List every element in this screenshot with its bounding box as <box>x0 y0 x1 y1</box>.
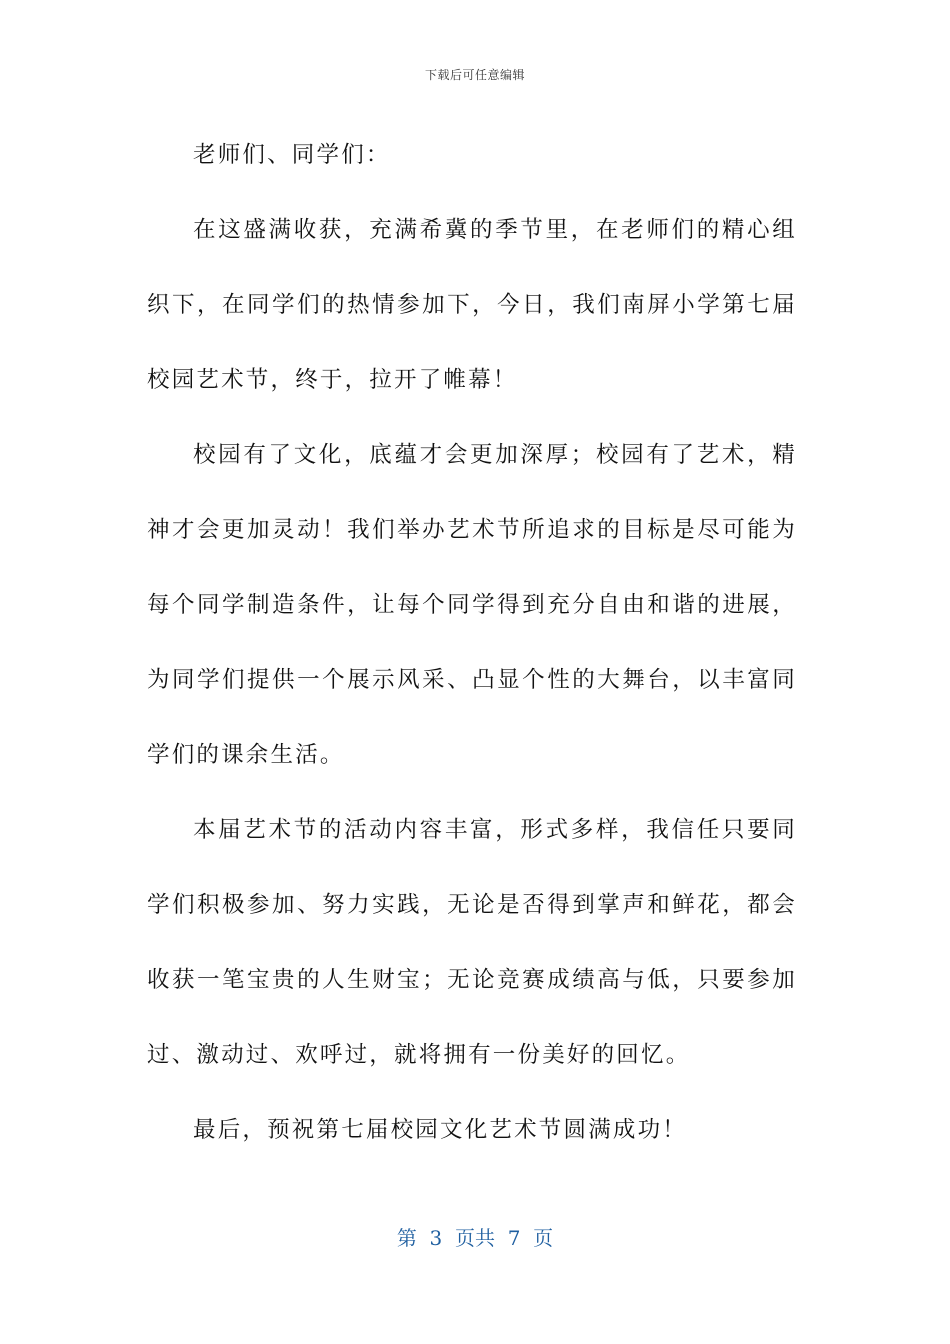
body-paragraph: 在这盛满收获，充满希冀的季节里，在老师们的精心组织下，在同学们的热情参加下，今日，我们南屏小学第七届校园艺术节，终于，拉开了帷幕！ <box>147 217 797 393</box>
header-note: 下载后可任意编辑 <box>424 68 525 82</box>
closing-paragraph: 最后，预祝第七届校园文化艺术节圆满成功！ <box>193 1117 688 1143</box>
body-paragraph: 校园有了文化，底蕴才会更加深厚；校园有了艺术，精神才会更加灵动！我们举办艺术节所追求的目标是尽可能为每个同学制造条件，让每个同学得到充分自由和谐的进展，为同学们提供一个展示风采、凸显个性的大舞台，以丰富同学们的课余生活。 <box>147 442 797 768</box>
page-number: 第 3 页共 7 页 <box>396 1226 554 1250</box>
document-body <box>147 118 797 1168</box>
salutation-paragraph: 老师们、同学们： <box>193 142 391 168</box>
body-paragraph: 本届艺术节的活动内容丰富，形式多样，我信任只要同学们积极参加、努力实践，无论是否得到掌声和鲜花，都会收获一笔宝贵的人生财宝；无论竞赛成绩高与低，只要参加过、激动过、欢呼过，就将拥有一份美好的回忆。 <box>147 817 797 1068</box>
